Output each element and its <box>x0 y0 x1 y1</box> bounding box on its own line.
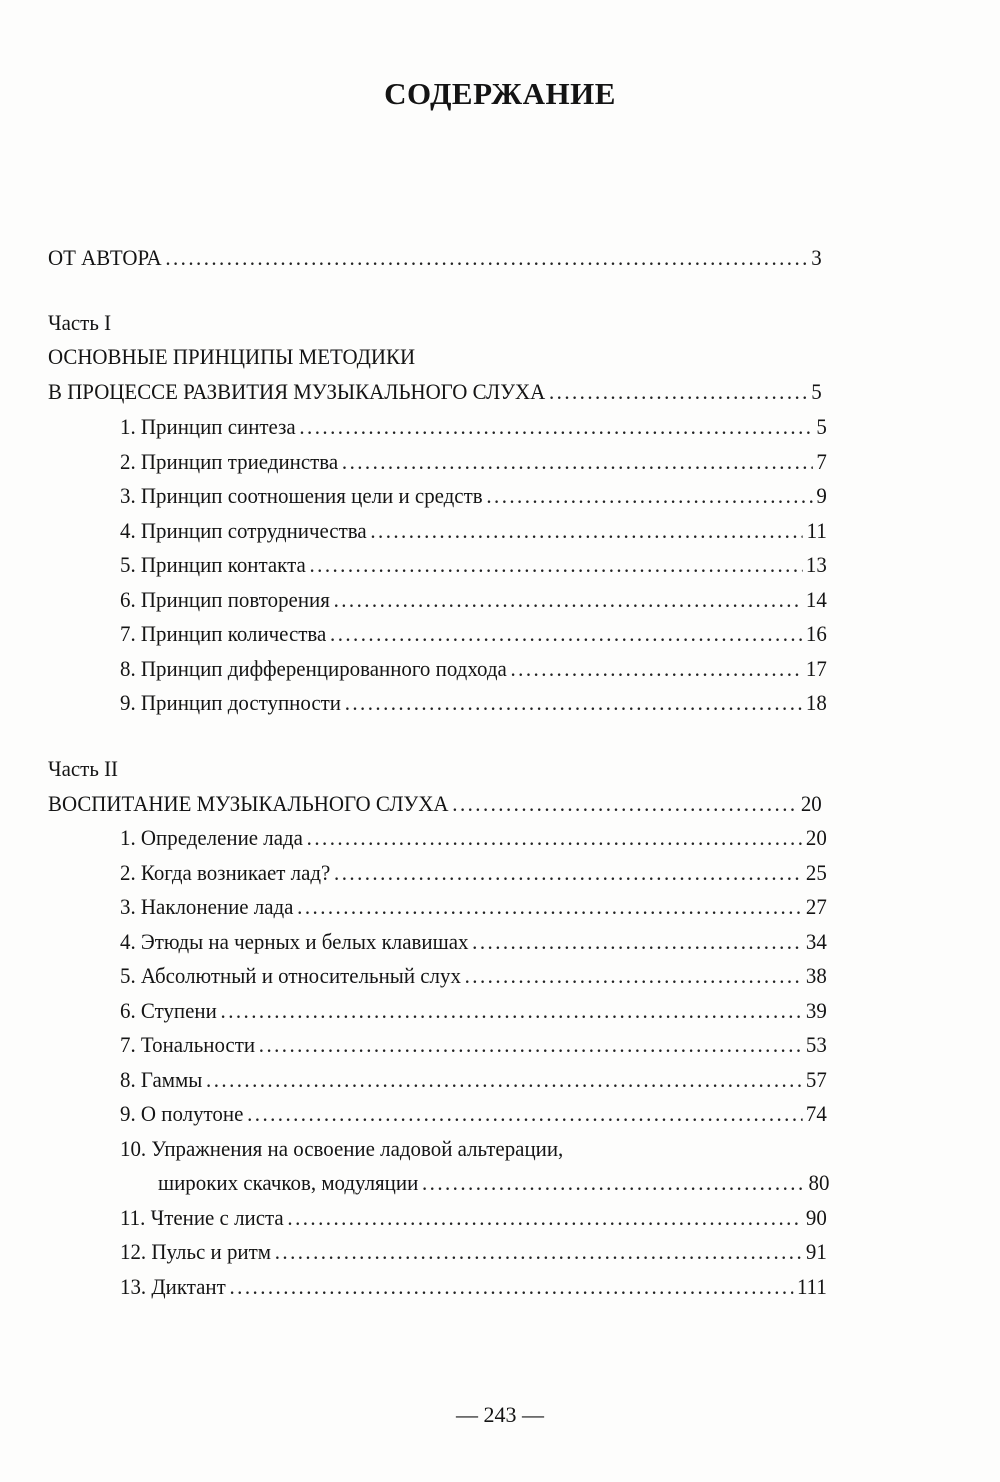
toc-entry-label: 2. Когда возникает лад? <box>120 859 331 885</box>
toc-entry-label: 3. Наклонение лада <box>120 894 294 919</box>
dot-leader <box>165 241 807 275</box>
toc-entry-page: 34 <box>805 928 827 954</box>
page-title: СОДЕРЖАНИЕ <box>384 76 616 111</box>
toc-entry-page: 17 <box>805 655 827 681</box>
toc-entry[interactable] <box>120 821 827 855</box>
toc-entry-label: В ПРОЦЕССЕ РАЗВИТИЯ МУЗЫКАЛЬНОГО СЛУХА <box>48 379 546 404</box>
toc-entry-page: 27 <box>805 894 827 919</box>
toc-entry-page: 53 <box>805 1032 827 1057</box>
toc-entry[interactable] <box>120 856 827 890</box>
toc-entry-label: ОТ АВТОРА <box>48 245 162 270</box>
toc-entry[interactable] <box>120 617 827 651</box>
dot-leader <box>334 583 803 617</box>
toc-entry-page: 111 <box>796 1273 827 1299</box>
toc-entry[interactable] <box>120 445 827 479</box>
toc-entry-label: 13. Диктант <box>120 1273 226 1299</box>
toc-entry-page: 80 <box>808 1170 830 1195</box>
toc-entry-label: 9. Принцип доступности <box>120 690 341 715</box>
toc-entry-label: 2. Принцип триединства <box>120 448 339 474</box>
dot-leader <box>472 925 802 959</box>
dot-leader <box>309 548 802 582</box>
part-2-label: Часть II <box>48 756 119 781</box>
toc-entry-label: 5. Принцип контакта <box>120 552 306 577</box>
toc-entry-page: 7 <box>816 448 827 474</box>
dot-leader <box>206 1063 802 1097</box>
toc-entry[interactable] <box>120 1028 827 1062</box>
dot-leader <box>465 959 803 993</box>
toc-entry-page: 91 <box>805 1239 827 1264</box>
toc-entry[interactable] <box>120 652 827 686</box>
toc-entry-label: 4. Этюды на черных и белых клавишах <box>120 928 469 954</box>
toc-entry-label: 4. Принцип сотрудничества <box>120 517 367 543</box>
toc-entry-page: 39 <box>805 997 827 1023</box>
toc-entry[interactable] <box>120 890 827 924</box>
toc-entry-label: 3. Принцип соотношения цели и средств <box>120 483 483 508</box>
dot-leader <box>549 375 808 409</box>
toc-entry-label: 6. Ступени <box>120 997 217 1023</box>
dot-leader <box>345 686 802 720</box>
dot-leader <box>342 445 813 479</box>
toc-entry[interactable] <box>120 994 827 1028</box>
toc-entry-label: 9. О полутоне <box>120 1101 244 1126</box>
dot-leader <box>334 856 802 890</box>
toc-entry[interactable] <box>120 514 827 548</box>
toc-entry-page: 3 <box>811 245 822 270</box>
toc-entry-label: 7. Принцип количества <box>120 621 327 646</box>
toc-entry-label: 8. Гаммы <box>120 1066 203 1092</box>
toc-entry-part-1-heading[interactable] <box>48 375 822 409</box>
toc-entry[interactable] <box>120 1097 827 1131</box>
dot-leader <box>330 617 802 651</box>
dot-leader <box>230 1270 794 1304</box>
toc-entry-page: 16 <box>805 621 827 646</box>
toc-entry[interactable] <box>158 1166 829 1200</box>
toc-entry-page: 38 <box>805 963 827 988</box>
toc-entry[interactable] <box>120 1270 827 1304</box>
dot-leader <box>275 1235 802 1269</box>
toc-entry[interactable] <box>120 410 827 444</box>
dot-leader <box>486 479 812 513</box>
toc-entry-label: 7. Тональности <box>120 1032 256 1057</box>
toc-entry-label: 8. Принцип дифференцированного подхода <box>120 655 507 681</box>
dot-leader <box>370 514 803 548</box>
dot-leader <box>511 652 803 686</box>
toc-entry-page: 14 <box>805 586 827 612</box>
toc-entry-page: 13 <box>805 552 827 577</box>
toc-entry[interactable] <box>120 1201 827 1235</box>
toc-entry-page: 5 <box>811 379 822 404</box>
toc-entry-page: 18 <box>805 690 827 715</box>
toc-entry-page: 11 <box>806 517 827 543</box>
toc-entry-preface[interactable] <box>48 241 822 275</box>
toc-entry-page: 20 <box>805 825 827 850</box>
toc-entry[interactable] <box>120 479 827 513</box>
part-1-heading-line1: ОСНОВНЫЕ ПРИНЦИПЫ МЕТОДИКИ <box>48 344 416 369</box>
page-number: — 243 — <box>456 1402 544 1427</box>
dot-leader <box>297 890 802 924</box>
dot-leader <box>247 1097 802 1131</box>
toc-entry-page: 25 <box>805 859 827 885</box>
toc-entry[interactable] <box>120 1235 827 1269</box>
toc-entry-part-2-heading[interactable] <box>48 787 822 821</box>
toc-entry-page: 74 <box>805 1101 827 1126</box>
toc-entry-label: 5. Абсолютный и относительный слух <box>120 963 461 988</box>
toc-entry-label: 6. Принцип повторения <box>120 586 330 612</box>
toc-entry-label: широких скачков, модуляции <box>158 1170 419 1195</box>
toc-entry-page: 57 <box>805 1066 827 1092</box>
dot-leader <box>299 410 812 444</box>
toc-entry-page: 90 <box>805 1204 827 1230</box>
toc-entry-label: 1. Определение лада <box>120 825 303 850</box>
toc-entry-page: 5 <box>816 414 827 439</box>
toc-entry[interactable] <box>120 959 827 993</box>
toc-entry-page: 9 <box>816 483 827 508</box>
toc-entry-label: 11. Чтение с листа <box>120 1204 284 1230</box>
toc-entry[interactable] <box>120 686 827 720</box>
dot-leader <box>287 1201 802 1235</box>
toc-entry-label: 1. Принцип синтеза <box>120 414 296 439</box>
toc-entry[interactable] <box>120 548 827 582</box>
dot-leader <box>221 994 803 1028</box>
toc-entry[interactable] <box>120 925 827 959</box>
dot-leader <box>452 787 797 821</box>
dot-leader <box>259 1028 802 1062</box>
toc-entry-page: 20 <box>800 791 822 816</box>
part-1-label: Часть I <box>48 310 112 335</box>
toc-entry[interactable] <box>120 583 827 617</box>
toc-entry-label: 12. Пульс и ритм <box>120 1239 272 1264</box>
toc-entry[interactable] <box>120 1063 827 1097</box>
dot-leader <box>422 1166 805 1200</box>
toc-entry-label-line1: 10. Упражнения на освоение ладовой альтерации, <box>120 1135 564 1161</box>
dot-leader <box>307 821 802 855</box>
toc-entry-label: ВОСПИТАНИЕ МУЗЫКАЛЬНОГО СЛУХА <box>48 791 449 816</box>
